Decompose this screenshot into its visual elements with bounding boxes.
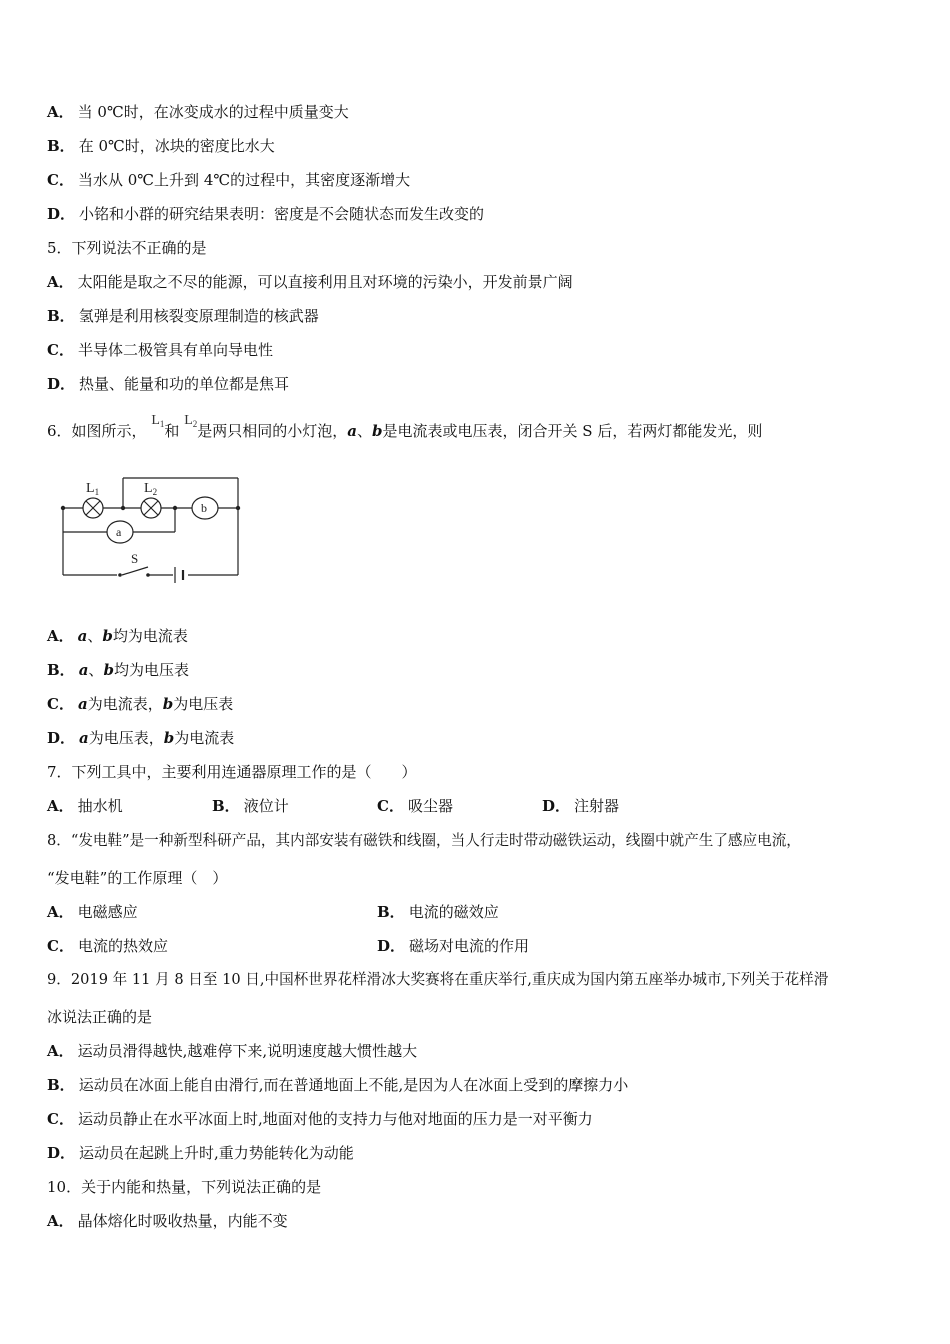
q5-stem: 5．下列说法不正确的是 [47,239,207,257]
q5-option-c: C． 半导体二极管具有单向导电性 [47,341,273,359]
lamp-l1-label: $L_1$ [151,413,165,429]
q10-stem: 10．关于内能和热量，下列说法正确的是 [47,1178,322,1196]
circuit-switch-label: S [131,551,139,566]
circuit-l2-label: $L_2$ [144,481,158,497]
q6-option-c: C． a为电流表，b为电压表 [47,695,234,713]
q4-option-b: B． 在 0℃时，冰块的密度比水大 [47,137,275,155]
junction-dot [236,506,240,510]
q6-stem: 6．如图所示， $L_1$和 $L_2$是两只相同的小灯泡，a、b是电流表或电压表，闭合开关 S 后，若两灯都能发光，则 [47,413,763,440]
q8-option-b: B． 电流的磁效应 [377,903,499,921]
q7-option-d: D． 注射器 [542,797,620,815]
q9-option-b: B． 运动员在冰面上能自由滑行,而在普通地面上不能,是因为人在冰面上受到的摩擦力小 [47,1076,629,1094]
switch-contact [146,573,150,577]
q9-stem-line2: 冰说法正确的是 [47,1008,153,1026]
q5-option-b: B． 氢弹是利用核裂变原理制造的核武器 [47,307,319,325]
lamp-l2-label: $L_2$ [184,413,198,429]
q6-option-d: D． a为电压表，b为电流表 [47,729,235,747]
q6-option-b: B． a、b均为电压表 [47,661,189,679]
circuit-l1-label: $L_1$ [86,481,100,497]
q4-option-a: A． 当 0℃时，在冰变成水的过程中质量变大 [47,103,349,121]
q7-option-b: B． 液位计 [212,797,289,815]
junction-dot [173,506,177,510]
q9-option-a: A． 运动员滑得越快,越难停下来,说明速度越大惯性越大 [47,1042,418,1060]
lamp-l1-symbol [83,498,103,518]
switch-pivot [118,573,122,577]
q7-option-a: A． 抽水机 [47,797,123,815]
circuit-meter-b-label: b [201,501,207,515]
q5-option-d: D． 热量、能量和功的单位都是焦耳 [47,375,290,393]
circuit-diagram [55,470,255,585]
q8-option-c: C． 电流的热效应 [47,937,168,955]
q8-option-d: D． 磁场对电流的作用 [377,937,530,955]
q9-option-d: D． 运动员在起跳上升时,重力势能转化为动能 [47,1144,354,1162]
lamp-l2-symbol [141,498,161,518]
q6-option-a: A． a、b均为电流表 [47,627,188,645]
junction-dot [121,506,125,510]
q8-stem-line2: “发电鞋”的工作原理（ ） [47,869,228,887]
q7-option-c: C． 吸尘器 [377,797,453,815]
q4-option-c: C． 当水从 0℃上升到 4℃的过程中，其密度逐渐增大 [47,171,411,189]
junction-dot [61,506,65,510]
q7-stem: 7．下列工具中，主要利用连通器原理工作的是（ ） [47,763,417,781]
q8-stem-line1: 8．“发电鞋”是一种新型科研产品，其内部安装有磁铁和线圈，当人行走时带动磁铁运动，线圈中就产生了感应电流， [47,832,801,849]
q8-option-a: A． 电磁感应 [47,903,138,921]
q4-option-d: D． 小铭和小群的研究结果表明：密度是不会随状态而发生改变的 [47,205,485,223]
q5-option-a: A． 太阳能是取之不尽的能源，可以直接利用且对环境的污染小，开发前景广阔 [47,273,573,291]
circuit-meter-a-label: a [116,525,122,539]
q9-stem-line1: 9．2019 年 11 月 8 日至 10 日,中国杯世界花样滑冰大奖赛将在重庆举行,重庆成为国内第五座举办城市,下列关于花样滑 [47,971,829,988]
q10-option-a: A． 晶体熔化时吸收热量，内能不变 [47,1212,288,1230]
q9-option-c: C． 运动员静止在水平冰面上时,地面对他的支持力与他对地面的压力是一对平衡力 [47,1110,593,1128]
